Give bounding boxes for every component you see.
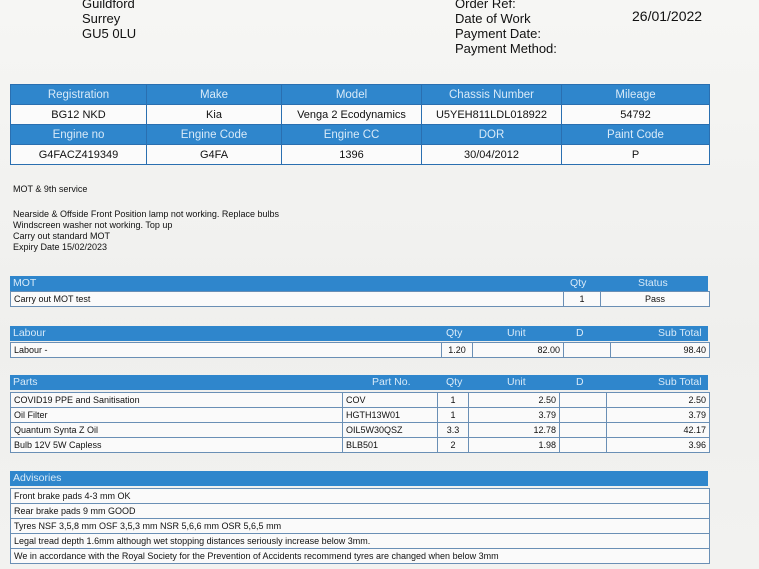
parts-partno-label: Part No.: [372, 376, 411, 388]
part-qty: 1: [438, 393, 469, 408]
table-row: [11, 393, 710, 408]
order-ref-label: Order Ref:: [455, 0, 516, 11]
labour-subtotal: 98.40: [611, 343, 710, 358]
part-d: [560, 408, 607, 423]
work-notes: [13, 209, 279, 253]
part-d: [560, 438, 607, 453]
advisory-text: We in accordance with the Royal Society for the Prevention of Accidents recommend tyres are changed when below 3mm: [11, 549, 710, 564]
note-line: Carry out standard MOT: [13, 231, 111, 241]
part-unit: 2.50: [469, 393, 560, 408]
part-subtotal: 42.17: [607, 423, 710, 438]
part-no: COV: [343, 393, 438, 408]
chassis-value: U5YEH811LDL018922: [422, 105, 562, 125]
order-info: [455, 0, 557, 56]
engine-header-row: [11, 125, 710, 145]
part-d: [560, 393, 607, 408]
table-row: [11, 408, 710, 423]
advisories-title: Advisories: [13, 472, 62, 484]
table-row: [11, 423, 710, 438]
labour-qty-label: Qty: [446, 327, 463, 339]
table-row: [11, 292, 710, 307]
address-line: Surrey: [82, 11, 121, 26]
labour-desc: Labour -: [11, 343, 442, 358]
parts-section-header: [10, 375, 708, 390]
part-qty: 1: [438, 408, 469, 423]
col-header: Make: [147, 85, 282, 105]
labour-table: [10, 342, 710, 358]
mot-title: MOT: [13, 277, 37, 289]
part-no: BLB501: [343, 438, 438, 453]
service-title: MOT & 9th service: [13, 184, 88, 194]
part-unit: 12.78: [469, 423, 560, 438]
table-row: [11, 519, 710, 534]
mot-qty-label: Qty: [570, 277, 587, 289]
part-subtotal: 2.50: [607, 393, 710, 408]
mot-section-header: [10, 276, 708, 291]
col-header: Engine Code: [147, 125, 282, 145]
table-row: [11, 438, 710, 453]
engine-no-value: G4FACZ419349: [11, 145, 147, 165]
registration-value: BG12 NKD: [11, 105, 147, 125]
col-header: Mileage: [562, 85, 710, 105]
part-subtotal: 3.96: [607, 438, 710, 453]
labour-d-label: D: [576, 327, 584, 339]
col-header: Paint Code: [562, 125, 710, 145]
engine-value-row: [11, 145, 710, 165]
part-unit: 1.98: [469, 438, 560, 453]
part-subtotal: 3.79: [607, 408, 710, 423]
mileage-value: 54792: [562, 105, 710, 125]
col-header: Model: [282, 85, 422, 105]
parts-table: [10, 392, 710, 453]
part-d: [560, 423, 607, 438]
mot-desc: Carry out MOT test: [11, 292, 564, 307]
mot-status-label: Status: [638, 277, 668, 289]
date-of-work-value: 26/01/2022: [632, 8, 703, 24]
payment-date-label: Payment Date:: [455, 26, 541, 41]
advisories-section-header: [10, 471, 708, 486]
col-header: Engine no: [11, 125, 147, 145]
mot-status: Pass: [601, 292, 710, 307]
table-row: [11, 504, 710, 519]
col-header: Chassis Number: [422, 85, 562, 105]
vehicle-header-row: [11, 85, 710, 105]
parts-d-label: D: [576, 376, 584, 388]
address-line: GU5 0LU: [82, 26, 137, 41]
parts-unit-label: Unit: [507, 376, 526, 388]
part-no: OIL5W30QSZ: [343, 423, 438, 438]
note-line: Expiry Date 15/02/2023: [13, 242, 108, 252]
part-unit: 3.79: [469, 408, 560, 423]
col-header: Registration: [11, 85, 147, 105]
table-row: [11, 489, 710, 504]
paint-code-value: P: [562, 145, 710, 165]
engine-cc-value: 1396: [282, 145, 422, 165]
labour-subtotal-label: Sub Total: [658, 327, 702, 339]
labour-qty: 1.20: [442, 343, 473, 358]
date-of-work-label: Date of Work: [455, 11, 531, 26]
mot-qty: 1: [564, 292, 601, 307]
part-no: HGTH13W01: [343, 408, 438, 423]
col-header: DOR: [422, 125, 562, 145]
labour-title: Labour: [13, 327, 46, 339]
part-desc: Oil Filter: [11, 408, 343, 423]
note-line: Nearside & Offside Front Position lamp not working. Replace bulbs: [13, 209, 279, 219]
table-row: [11, 534, 710, 549]
advisory-text: Legal tread depth 1.6mm although wet stopping distances seriously increase below 3mm.: [11, 534, 710, 549]
part-desc: Quantum Synta Z Oil: [11, 423, 343, 438]
dor-value: 30/04/2012: [422, 145, 562, 165]
part-qty: 3.3: [438, 423, 469, 438]
table-row: [11, 343, 710, 358]
table-row: [11, 549, 710, 564]
advisories-table: [10, 488, 710, 564]
col-header: Engine CC: [282, 125, 422, 145]
note-line: Windscreen washer not working. Top up: [13, 220, 173, 230]
part-desc: COVID19 PPE and Sanitisation: [11, 393, 343, 408]
part-desc: Bulb 12V 5W Capless: [11, 438, 343, 453]
make-value: Kia: [147, 105, 282, 125]
model-value: Venga 2 Ecodynamics: [282, 105, 422, 125]
payment-method-label: Payment Method:: [455, 41, 557, 56]
parts-subtotal-label: Sub Total: [658, 376, 702, 388]
labour-d: [564, 343, 611, 358]
advisory-text: Front brake pads 4-3 mm OK: [11, 489, 710, 504]
parts-qty-label: Qty: [446, 376, 463, 388]
parts-title: Parts: [13, 376, 38, 388]
labour-unit-label: Unit: [507, 327, 526, 339]
engine-code-value: G4FA: [147, 145, 282, 165]
advisory-text: Tyres NSF 3,5,8 mm OSF 3,5,3 mm NSR 5,6,6 mm OSR 5,6,5 mm: [11, 519, 710, 534]
vehicle-table: [10, 84, 710, 165]
mot-table: [10, 291, 710, 307]
vehicle-value-row: [11, 105, 710, 125]
address-line: Guildford: [82, 0, 135, 11]
advisory-text: Rear brake pads 9 mm GOOD: [11, 504, 710, 519]
labour-section-header: [10, 326, 708, 341]
customer-address: [82, 0, 136, 41]
labour-unit: 82.00: [473, 343, 564, 358]
part-qty: 2: [438, 438, 469, 453]
